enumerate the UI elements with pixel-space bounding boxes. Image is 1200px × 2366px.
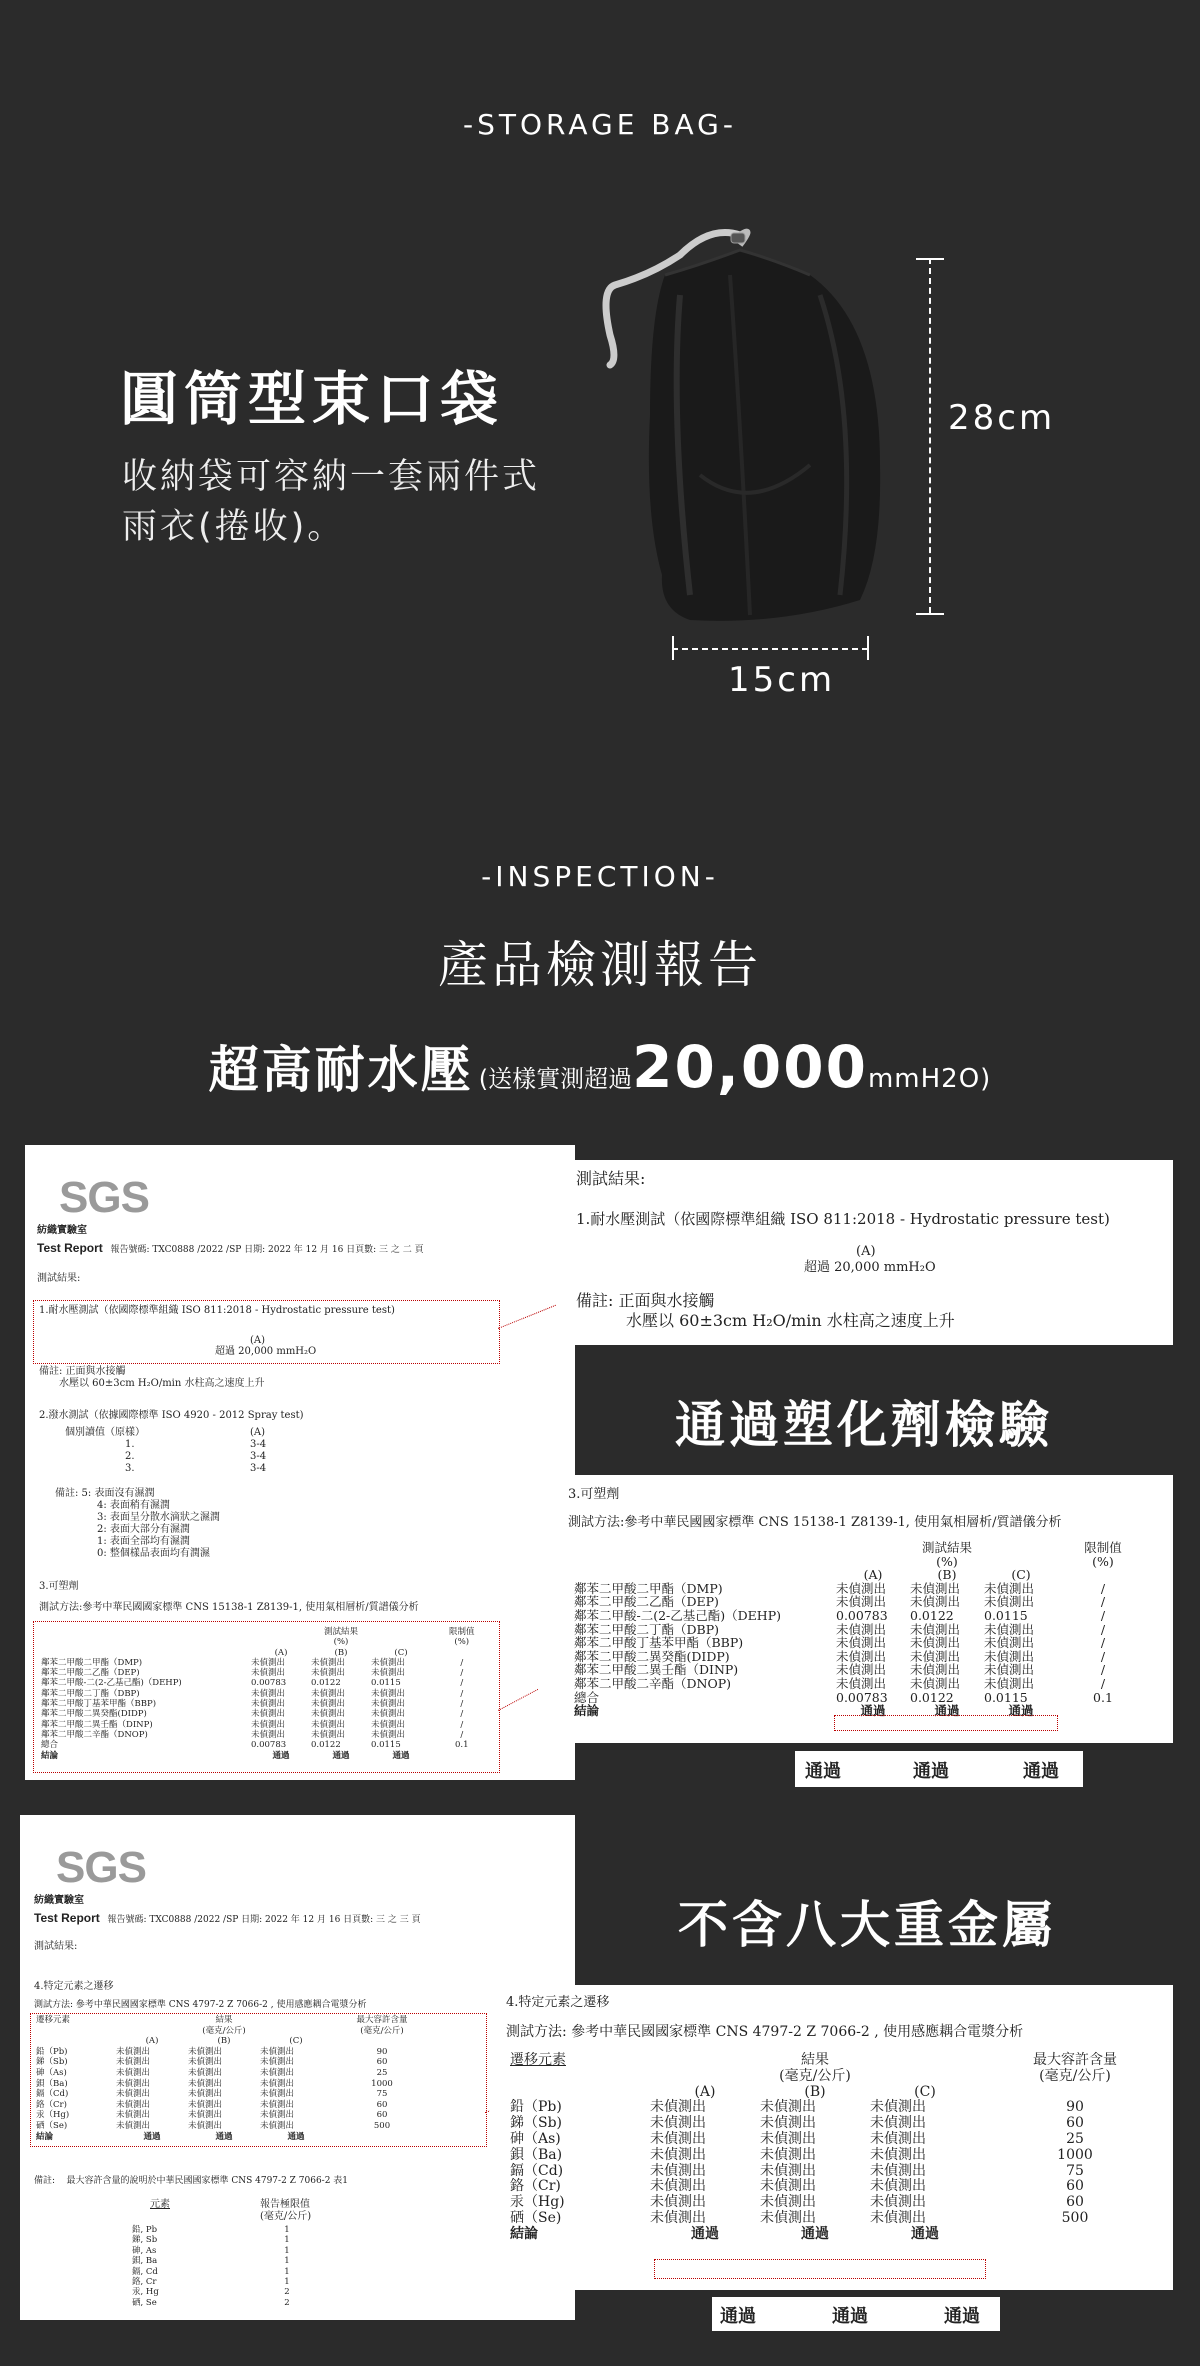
table-row: 鎘（Cd) 未偵測出 未偵測出 未偵測出 75: [36, 2089, 388, 2100]
zoom-water-remark-b: 水壓以 60±3cm H₂O/min 水柱高之速度上升: [626, 1311, 955, 1330]
zoom-water-value: 超過 20,000 mmH₂O: [804, 1260, 936, 1275]
spray-row-value: 3-4: [250, 1439, 267, 1450]
zoom-water-pressure-panel: [556, 1160, 1173, 1345]
report-spray-col: (A): [250, 1427, 266, 1438]
sgs-logo: SGS: [56, 1843, 146, 1892]
pass-label: 通過: [944, 2306, 980, 2327]
table-row: 鉛（Pb) 未偵測出 未偵測出 未偵測出 90: [510, 2099, 1084, 2116]
zoom-metal-method: 測試方法: 參考中華民國國家標準 CNS 4797-2 Z 7066-2 , 使用感應耦合電漿分析: [506, 2024, 1024, 2040]
spray-note: 0: 整個樣品表面均有潤濕: [97, 1548, 210, 1559]
report-water-test: 1.耐水壓測試（依國際標準組織 ISO 811:2018 - Hydrostatic pressure test): [39, 1305, 395, 1316]
storage-section-title: -STORAGE BAG-: [463, 108, 737, 141]
report-results-title: 測試結果:: [34, 1941, 78, 1952]
storage-heading: 圓筒型束口袋: [120, 365, 505, 433]
table-row: 汞（Hg) 未偵測出 未偵測出 未偵測出 60: [510, 2194, 1084, 2211]
table-row: 鎘（Cd) 未偵測出 未偵測出 未偵測出 75: [510, 2162, 1084, 2179]
width-dimension-line: [672, 648, 868, 650]
report-lab: 紡織實驗室: [34, 1895, 84, 1906]
table-row: 汞, Hg 2: [132, 2287, 290, 2298]
zoom-plasticizer-panel: [538, 1475, 1173, 1743]
limit-table: [132, 2225, 322, 2308]
height-dimension-bottom-tick: [916, 613, 944, 615]
table-row: 鉻（Cr) 未偵測出 未偵測出 未偵測出 60: [36, 2099, 388, 2110]
table-row: 鄰苯二甲酸二乙酯（DEP) 未偵測出 未偵測出 未偵測出 /: [41, 1668, 464, 1679]
table-row: 鄰苯二甲酸-二(2-乙基己酯)（DEHP) 0.00783 0.0122 0.0115 /: [574, 1607, 1106, 1623]
table-row: 鄰苯二甲酸二乙酯（DEP) 未偵測出 未偵測出 未偵測出 /: [574, 1594, 1106, 1610]
height-label: 28cm: [948, 398, 1056, 438]
spray-row-value: 3-4: [250, 1451, 267, 1462]
spray-note: 1: 表面全部均有濕潤: [97, 1536, 190, 1547]
report-header: Test Report 報告號碼: TXC0888 /2022 /SP 日期: 2022 年 12 月 16 日頁數: 三 之 三 頁: [34, 1911, 421, 1925]
report-plast-method: 測試方法:參考中華民國國家標準 CNS 15138-1 Z8139-1, 使用氣相層析/質譜儀分析: [39, 1602, 419, 1613]
pass-label: 通過: [913, 1761, 949, 1782]
table-row: 鉛（Pb) 未偵測出 未偵測出 未偵測出 90: [36, 2046, 388, 2057]
table-row: 鄰苯二甲酸二辛酯（DNOP) 未偵測出 未偵測出 未偵測出 /: [574, 1675, 1106, 1691]
report2-metals-table: 遷移元素 結果 最大容許含量 (毫克/公斤) (毫克/公斤) (A) (B) (C) 鉛（Pb) 未偵測出 未偵測出 未偵測出 90 銻（Sb) 未偵測出 未偵測出 未偵測出 60 砷（As) 未偵測出 未偵測出 未偵測出 25 鋇（Ba) 未偵測出 未偵測出 未偵測出 1000 鎘（Cd) 未偵測出 未偵測出 未偵測出 75 鉻（Cr) 未偵測出 未偵測出 未偵測出 60 汞（Hg) 未偵測出 未偵測出 未偵測出 60 硒（Se) 未偵測出 未偵測出 未偵測出 500 結論 通過 通過 通過: [36, 2015, 432, 2142]
table-row: 鋇, Ba 1: [132, 2256, 290, 2267]
table-row: 汞（Hg) 未偵測出 未偵測出 未偵測出 60: [36, 2110, 388, 2121]
metals-heading: 不含八大重金屬: [678, 1896, 1056, 1954]
sgs-logo: SGS: [59, 1173, 149, 1222]
pass-label: 通過: [805, 1761, 841, 1782]
pass-label: 通過: [832, 2306, 868, 2327]
table-row: 砷（As) 未偵測出 未偵測出 未偵測出 25: [36, 2067, 388, 2078]
water-pressure-value: 20,000: [632, 1033, 868, 1101]
table-row: 結論 通過 通過 通過: [574, 1703, 1034, 1719]
inspection-section-title: -INSPECTION-: [481, 860, 719, 893]
zoom-water-col: (A): [856, 1244, 876, 1259]
table-row: 鄰苯二甲酸二甲酯（DMP) 未偵測出 未偵測出 未偵測出 /: [41, 1657, 464, 1668]
spray-note: 4: 表面稍有濕潤: [97, 1500, 170, 1511]
table-row: 砷（As) 未偵測出 未偵測出 未偵測出 25: [510, 2130, 1084, 2147]
table-row: 總合 0.00783 0.0122 0.0115 0.1: [574, 1689, 1113, 1705]
metals-pass-highlight: [654, 2259, 986, 2279]
table-row: 鄰苯二甲酸二丁酯（DBP) 未偵測出 未偵測出 未偵測出 /: [574, 1621, 1106, 1637]
table-row: 鄰苯二甲酸二辛酯（DNOP) 未偵測出 未偵測出 未偵測出 /: [41, 1729, 464, 1740]
plasticizer-pass-highlight: [834, 1715, 1058, 1731]
zoom-plast-method: 測試方法:參考中華民國國家標準 CNS 15138-1 Z8139-1, 使用氣相層析/質譜儀分析: [568, 1515, 1062, 1530]
spray-note: 備註: 5: 表面沒有濕潤: [55, 1488, 155, 1499]
table-row: 鄰苯二甲酸二異壬酯（DINP) 未偵測出 未偵測出 未偵測出 /: [41, 1719, 464, 1730]
table-row: 鄰苯二甲酸二甲酯（DMP) 未偵測出 未偵測出 未偵測出 /: [574, 1580, 1106, 1596]
limit-unit: (毫克/公斤): [260, 2211, 312, 2222]
table-row: 結論 通過 通過 通過: [36, 2131, 305, 2142]
inspection-heading: 產品檢測報告: [438, 936, 762, 994]
report-header: Test Report 報告號碼: TXC0888 /2022 /SP 日期: 2022 年 12 月 16 日頁數: 三 之 二 頁: [37, 1241, 424, 1255]
zoom-water-test: 1.耐水壓測試（依國際標準組織 ISO 811:2018 - Hydrostatic pressure test): [576, 1210, 1110, 1228]
report-spray-test: 2.潑水測試（依據國際標準 ISO 4920 - 2012 Spray test): [39, 1410, 304, 1421]
report-metal-method: 測試方法: 參考中華民國國家標準 CNS 4797-2 Z 7066-2 , 使用感應耦合電漿分析: [34, 2000, 367, 2010]
zoom-metals-table: 遷移元素 結果 最大容許含量 (毫克/公斤) (毫克/公斤) (A) (B) (C) 鉛（Pb) 未偵測出 未偵測出 未偵測出 90 銻（Sb) 未偵測出 未偵測出 未偵測出 60 砷（As) 未偵測出 未偵測出 未偵測出 25 鋇（Ba) 未偵測出 未偵測出 未偵測出 1000 鎘（Cd) 未偵測出 未偵測出 未偵測出 75 鉻（Cr) 未偵測出 未偵測出 未偵測出 60 汞（Hg) 未偵測出 未偵測出 未偵測出 60 硒（Se) 未偵測出 未偵測出 未偵測出 500 結論 通過 通過 通過: [510, 2053, 1170, 2243]
sgs-report-page-2: [25, 1145, 575, 1780]
table-row: 結論 通過 通過 通過: [41, 1750, 410, 1761]
limit-header: 元素: [150, 2199, 170, 2210]
table-row: 鄰苯二甲酸二異壬酯（DINP) 未偵測出 未偵測出 未偵測出 /: [574, 1662, 1106, 1678]
spray-note: 2: 表面大部分有濕潤: [97, 1524, 190, 1535]
table-row: 鄰苯二甲酸丁基苯甲酯（BBP) 未偵測出 未偵測出 未偵測出 /: [574, 1635, 1106, 1651]
table-row: 鉻, Cr 1: [132, 2277, 290, 2288]
water-pressure-note: (送樣實測超過: [478, 1065, 633, 1093]
table-row: 鎘, Cd 1: [132, 2266, 290, 2277]
limit-caption: 報告極限值: [260, 2199, 310, 2210]
report-results-title: 測試結果:: [37, 1273, 81, 1284]
water-pressure-line: [0, 1030, 1200, 1102]
table-row: 鄰苯二甲酸二丁酯（DBP) 未偵測出 未偵測出 未偵測出 /: [41, 1688, 464, 1699]
table-row: 硒, Se 2: [132, 2297, 290, 2308]
report-water-col: (A): [250, 1335, 266, 1346]
spray-note: 3: 表面呈分散水滴狀之濕潤: [97, 1512, 220, 1523]
water-pressure-unit: mmH2O): [867, 1064, 992, 1094]
table-row: 鋇（Ba) 未偵測出 未偵測出 未偵測出 1000: [510, 2146, 1093, 2163]
report-water-value: 超過 20,000 mmH₂O: [215, 1346, 317, 1357]
zoom-water-remark-a: 備註: 正面與水接觸: [576, 1291, 715, 1310]
table-row: 砷, As 1: [132, 2245, 290, 2256]
spray-row-label: 3.: [125, 1463, 135, 1474]
report-spray-header: 個別讀值（原樣）: [65, 1427, 145, 1438]
storage-description: 收納袋可容納一套兩件式雨衣(捲收)。: [122, 457, 541, 547]
table-row: 硒（Se) 未偵測出 未偵測出 未偵測出 500: [36, 2120, 391, 2131]
spray-row-label: 1.: [125, 1439, 135, 1450]
drawstring-bag-image: [590, 215, 920, 635]
report1-plasticizer-table: 測試結果 限制值 (%) (%) (A) (B) (C) 鄰苯二甲酸二甲酯（DMP) 未偵測出 未偵測出 未偵測出 / 鄰苯二甲酸二乙酯（DEP) 未偵測出 未偵測出 未偵測出 / 鄰苯二甲酸-二(2-乙基己酯)（DEHP) 0.00783 0.0122 0.0115 / 鄰苯二甲酸二丁酯（DBP) 未偵測出 未偵測出 未偵測出 / 鄰苯二甲酸丁基苯甲酯（BBP) 未偵測出 未偵測出 未偵測出 / 鄰苯二甲酸二異癸酯(DIDP) 未偵測出 未偵測出 未偵測出 / 鄰苯二甲酸二異壬酯（DINP) 未偵測出 未偵測出 未偵測出 / 鄰苯二甲酸二辛酯（DNOP) 未偵測出 未偵測出 未偵測出 / 總合 0.00783 0.0122 0.0115 0.1 結論 通過 通過 通過: [41, 1627, 475, 1761]
table-row: 銻（Sb) 未偵測出 未偵測出 未偵測出 60: [36, 2057, 388, 2068]
zoom-metal-title: 4.特定元素之遷移: [506, 1995, 610, 2010]
plasticizer-heading: 通過塑化劑檢驗: [675, 1396, 1053, 1454]
report-water-remark-b: 水壓以 60±3cm H₂O/min 水柱高之速度上升: [59, 1378, 265, 1389]
spray-row-label: 2.: [125, 1451, 135, 1462]
zoom-plast-title: 3.可塑劑: [568, 1487, 620, 1502]
table-row: 銻, Sb 1: [132, 2235, 290, 2246]
table-row: 鄰苯二甲酸丁基苯甲酯（BBP) 未偵測出 未偵測出 未偵測出 /: [41, 1699, 464, 1710]
water-pressure-main: 超高耐水壓: [208, 1041, 474, 1099]
report-plast-title: 3.可塑劑: [39, 1581, 79, 1592]
table-row: 鉻（Cr) 未偵測出 未偵測出 未偵測出 60: [510, 2178, 1084, 2195]
report-lab: 紡織實驗室: [37, 1225, 87, 1236]
table-row: 硒（Se) 未偵測出 未偵測出 未偵測出 500: [510, 2209, 1089, 2226]
table-row: 鋇（Ba) 未偵測出 未偵測出 未偵測出 1000: [36, 2078, 393, 2089]
report-metal-remark: 備註: 最大容許含量的說明於中華民國國家標準 CNS 4797-2 Z 7066-2 表1: [34, 2176, 349, 2186]
table-row: 銻（Sb) 未偵測出 未偵測出 未偵測出 60: [510, 2115, 1084, 2132]
report-water-remark-a: 備註: 正面與水接觸: [39, 1366, 126, 1377]
width-label: 15cm: [728, 660, 836, 700]
height-dimension-line: [929, 258, 931, 613]
plasticizer-pass-strip: [795, 1751, 1083, 1787]
zoom-metals-panel: [490, 1985, 1173, 2290]
table-row: 鉛, Pb 1: [132, 2225, 290, 2235]
pass-label: 通過: [1023, 1761, 1059, 1782]
table-row: 鄰苯二甲酸-二(2-乙基己酯)（DEHP) 0.00783 0.0122 0.0115 /: [41, 1678, 464, 1689]
table-row: 鄰苯二甲酸二異癸酯(DIDP) 未偵測出 未偵測出 未偵測出 /: [574, 1648, 1106, 1664]
zoom-water-title: 測試結果:: [576, 1169, 646, 1188]
metals-pass-strip: [712, 2297, 1000, 2331]
table-row: 鄰苯二甲酸二異癸酯(DIDP) 未偵測出 未偵測出 未偵測出 /: [41, 1709, 464, 1720]
pass-label: 通過: [720, 2306, 756, 2327]
spray-row-value: 3-4: [250, 1463, 267, 1474]
report-metal-title: 4.特定元素之遷移: [34, 1981, 114, 1992]
table-row: 結論 通過 通過 通過: [510, 2225, 939, 2242]
table-row: 總合 0.00783 0.0122 0.0115 0.1: [41, 1740, 469, 1751]
width-dimension-right-tick: [867, 636, 869, 660]
zoom-plasticizer-table: 測試結果 限制值 (%) (%) (A) (B) (C) 鄰苯二甲酸二甲酯（DMP) 未偵測出 未偵測出 未偵測出 / 鄰苯二甲酸二乙酯（DEP) 未偵測出 未偵測出 未偵測出 / 鄰苯二甲酸-二(2-乙基己酯)（DEHP) 0.00783 0.0122 0.0115 / 鄰苯二甲酸二丁酯（DBP) 未偵測出 未偵測出 未偵測出 / 鄰苯二甲酸丁基苯甲酯（BBP) 未偵測出 未偵測出 未偵測出 / 鄰苯二甲酸二異癸酯(DIDP) 未偵測出 未偵測出 未偵測出 / 鄰苯二甲酸二異壬酯（DINP) 未偵測出 未偵測出 未偵測出 / 鄰苯二甲酸二辛酯（DNOP) 未偵測出 未偵測出 未偵測出 / 總合 0.00783 0.0122 0.0115 0.1 結論 通過 通過 通過: [574, 1541, 1148, 1718]
